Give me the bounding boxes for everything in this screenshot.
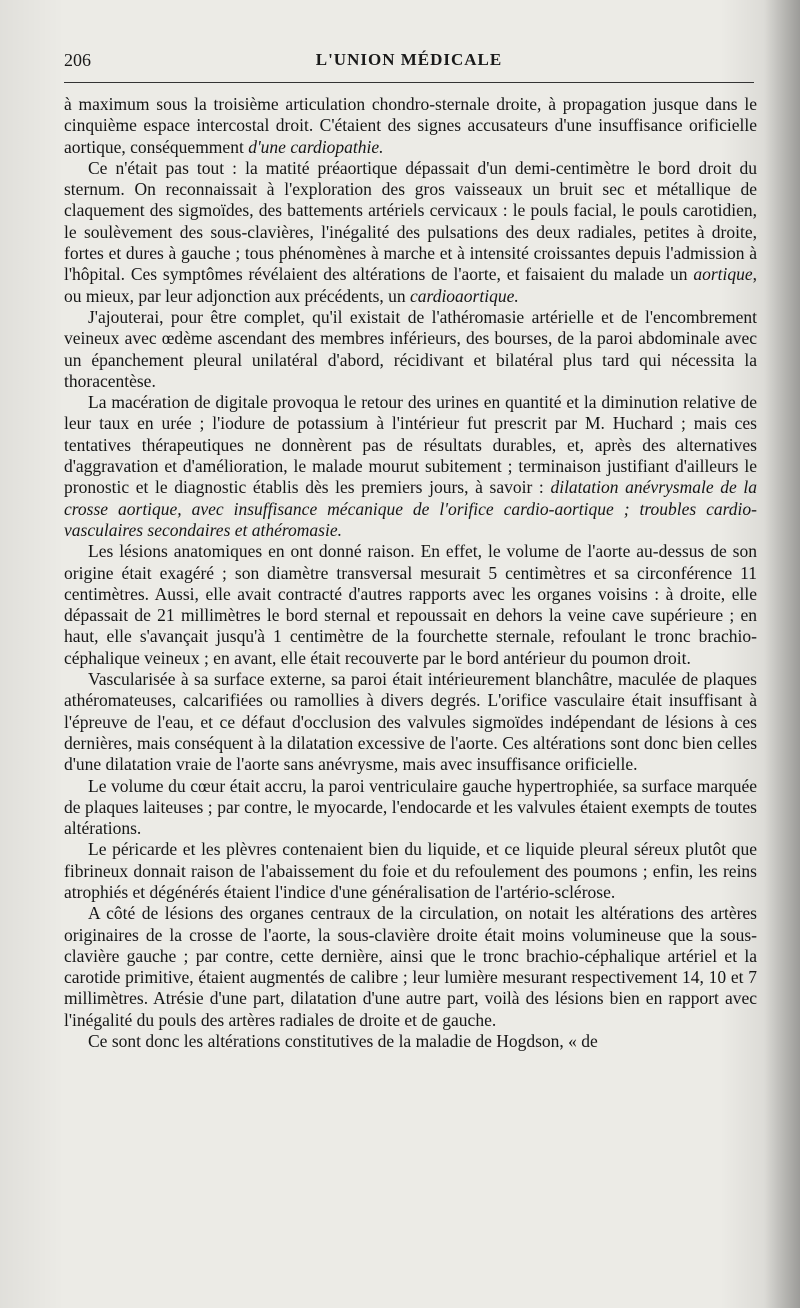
paragraph [64, 1031, 757, 1052]
paragraph [64, 669, 757, 775]
text-run: , ou mieux, par leur adjonction aux précédents, un [64, 264, 757, 306]
italic-text: aortique [693, 264, 753, 285]
text-run: J'ajouterai, pour être complet, qu'il existait de l'athéromasie artérielle et de l'encombrement veineux avec œdème ascendant des membres inférieurs, des bourses, de la paroi abdominale avec un épanchement pleural unilatéral d'abord, récidivant et bilatéral plus tard qui nécessita la thoracentèse. [64, 306, 757, 391]
page-number: 206 [64, 50, 91, 70]
text-run: Vascularisée à sa surface externe, sa paroi était intérieurement blanchâtre, maculée de plaques athéromateuses, calcarifiées ou ramollies à divers degrés. L'orifice vasculaire était insuffisant à l'épreuve de l'eau, et ce défaut d'occlusion des valvules sigmoïdes indépendant de lésions à ces dernières, mais conséquent à la dilatation excessive de l'aorte. Ces altérations sont donc bien celles d'une dilatation vraie de l'aorte sans anévrysme, mais avec insuffisance orificielle. [64, 669, 757, 775]
page-edge-shadow [764, 0, 800, 1308]
paragraph [64, 776, 757, 840]
text-run: Le péricarde et les plèvres contenaient bien du liquide, et ce liquide pleural séreux plutôt que fibrineux donnait raison de l'abaissement du foie et du refoulement des poumons ; enfin, les reins atrophiés et dégénérés étaient l'indice d'une généralisation de l'artério-sclérose. [64, 839, 757, 902]
text-run: A côté de lésions des organes centraux de la circulation, on notait les altérations des artères originaires de la crosse de l'aorte, la sous-clavière droite était moins volumineuse que la sous-clavière gauche ; par contre, cette dernière, ainsi que le tronc brachio-céphalique artériel et la carotide primitive, étaient augmentés de calibre ; leur lumière mesurant respectivement 14, 10 et 7 millimètres. Atrésie d'une part, dilatation d'une autre part, voilà des lésions bien en rapport avec l'inégalité du pouls des artères radiales de droite et de gauche. [64, 903, 757, 1030]
paragraph [64, 94, 757, 158]
text-run: La macération de digitale provoqua le retour des urines en quantité et la diminution relative de leur taux en urée ; l'iodure de potassium à l'intérieur fut prescrit par M. Huchard ; mais ces tentatives thérapeutiques ne donnèrent pas de résultats durables, et, après des alternatives d'aggravation et d'amélioration, le malade mourut subitement ; terminaison justifiant d'ailleurs le pronostic et le diagnostic établis dès les premiers jours, à savoir : [64, 392, 757, 498]
text-run: Ce n'était pas tout : la matité préaortique dépassait d'un demi-centimètre le bord droit du sternum. On reconnaissait à l'exploration des gros vaisseaux un bruit sec et métallique de claquement des sigmoïdes, des battements artériels cervicaux : le pouls facial, le pouls carotidien, le soulèvement des sous-clavières, l'inégalité des pulsations des deux radiales, petites à droite, fortes et dures à gauche ; tous phénomènes à marche et à intensité croissantes depuis l'admission à l'hôpital. Ces symptômes révélaient des altérations de l'aorte, et faisaient du malade un [64, 157, 757, 285]
paragraph [64, 903, 757, 1031]
italic-text: dilatation anévrysmale de la crosse aortique, avec insuffisance mécanique de l'orifice cardio-aortique ; troubles cardio-vasculaires secondaires et athéromasie. [64, 477, 758, 540]
text-run: Les lésions anatomiques en ont donné raison. En effet, le volume de l'aorte au-dessus de son origine était exagéré ; son diamètre transversal mesurait 5 centimètres et sa circonférence 11 centimètres. Aussi, elle avait contracté d'autres rapports avec les organes voisins : à droite, elle dépassait de 21 millimètres le bord sternal et repoussait en dehors la veine cave supérieure ; en haut, elle s'avançait jusqu'à 1 centimètre de la fourchette sternale, refoulant le tronc brachio-céphalique veineux ; en avant, elle était recouverte par le bord antérieur du poumon droit. [64, 541, 757, 668]
paragraph [64, 158, 757, 307]
paragraph [64, 392, 757, 541]
page-header [64, 50, 754, 78]
header-rule [64, 82, 754, 83]
paragraph [64, 541, 757, 669]
running-title: L'UNION MÉDICALE [315, 50, 503, 69]
text-run: Le volume du cœur était accru, la paroi ventriculaire gauche hypertrophiée, sa surface marquée de plaques laiteuses ; par contre, le myocarde, l'endocarde et les valvules étaient exempts de toutes altérations. [64, 775, 757, 839]
text-run: à maximum sous la troisième articulation chondro-sternale droite, à propagation jusque dans le cinquième espace intercostal droit. C'étaient des signes accusateurs d'une insuffisance orificielle aortique, conséquemment [64, 94, 757, 157]
article-body [64, 94, 757, 1052]
paragraph [64, 307, 757, 392]
text-run: Ce sont donc les altérations constitutives de la maladie de Hogdson, « de [88, 1031, 598, 1052]
italic-text: cardioaortique. [410, 285, 519, 306]
paragraph [64, 839, 757, 903]
italic-text: d'une cardiopathie. [248, 136, 384, 157]
